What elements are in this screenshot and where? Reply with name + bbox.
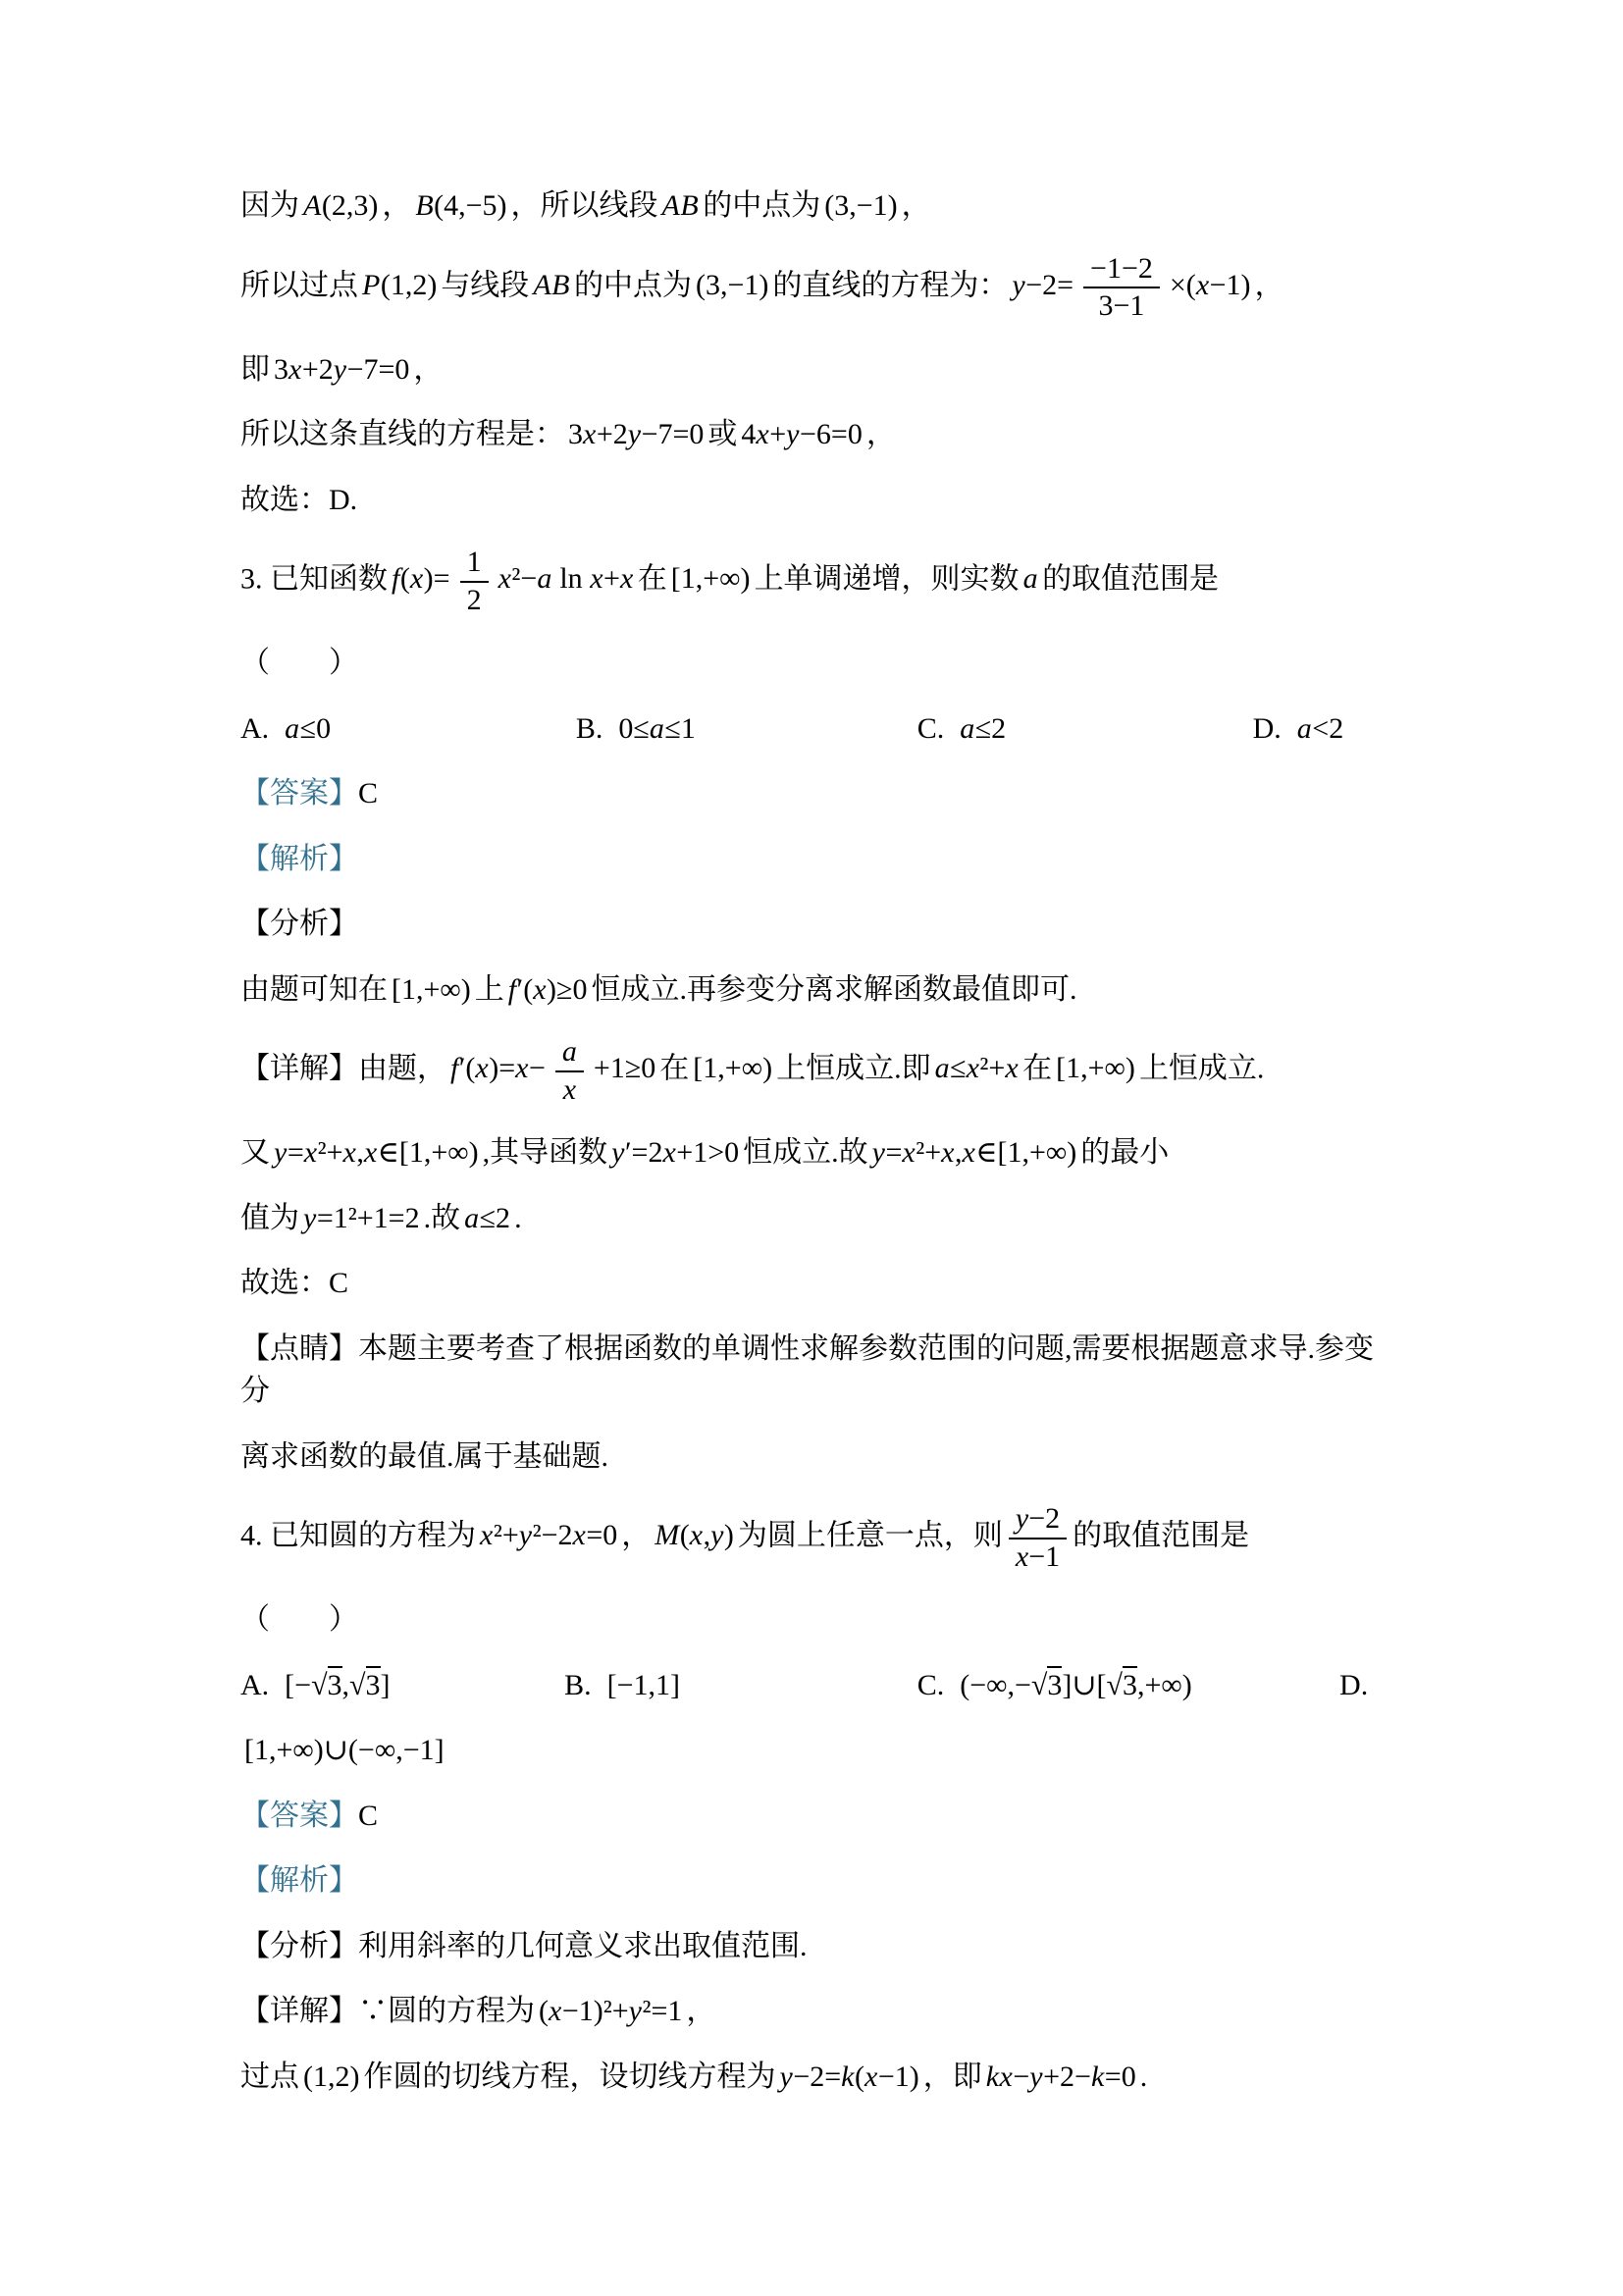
text-run: 上单调递增，则实数 <box>754 562 1020 596</box>
option-d <box>1339 1664 1397 1707</box>
option-math: (−∞,−√3]∪[√3,+∞) <box>960 1669 1192 1701</box>
option-math: a≤2 <box>960 711 1007 745</box>
text-run: 因为 <box>240 189 299 222</box>
option-d <box>1253 707 1397 751</box>
question3-xiangjie-3 <box>240 1197 1397 1240</box>
text-run: 的中点为 <box>703 189 821 222</box>
math-run: (x−1)²+y²=1 <box>539 1995 683 2027</box>
question3-answer <box>240 772 1397 815</box>
text-run: 3. 已知函数 <box>240 562 388 596</box>
text-run: 故选：C <box>240 1267 349 1299</box>
text-run: ， <box>621 1519 652 1552</box>
math-run: 4x+y−6=0 <box>741 418 863 450</box>
option-b <box>564 1664 917 1707</box>
option-label: A. <box>240 711 270 745</box>
math-run: AB <box>661 189 700 222</box>
text-run: 由题可知在 <box>240 972 388 1006</box>
text-run: 所以这条直线的方程是： <box>240 418 564 450</box>
option-math: [−√3,√3] <box>285 1669 390 1701</box>
math-run: (1,2) <box>303 2060 360 2093</box>
math-run: [1,+∞) <box>392 972 471 1006</box>
math-run: x²+y²−2x=0 <box>480 1519 618 1552</box>
math-run: M(x,y) <box>654 1519 734 1552</box>
solution2-choice <box>240 479 1397 522</box>
text-run: 【分析】 <box>240 908 358 940</box>
math-run: a≤x²+x <box>934 1052 1020 1085</box>
question4-answer <box>240 1795 1397 1838</box>
answer-label: 【解析】 <box>240 1864 358 1897</box>
math-run: B(4,−5) <box>415 189 507 222</box>
text-run: 在 <box>637 562 667 596</box>
math-run: [1,+∞) <box>693 1052 773 1085</box>
option-c <box>917 1664 1339 1707</box>
text-run: 的取值范围是 <box>1073 1519 1250 1552</box>
math-run: [1,+∞)∪(−∞,−1] <box>244 1734 445 1766</box>
solution2-line-conclusion <box>240 413 1397 456</box>
text-run: 过点 <box>240 2060 299 2093</box>
text-run: 在 <box>659 1052 690 1085</box>
text-run: ， <box>382 189 412 222</box>
math-run: P(1,2) <box>362 268 438 301</box>
math-run: AB <box>533 268 570 301</box>
question4-paren <box>240 1598 1397 1642</box>
text-run: ， <box>1254 268 1284 301</box>
question3-options <box>240 707 1397 751</box>
solution2-line-equation <box>240 250 1397 326</box>
fraction: $\frac{y-2}{x-1}$ <box>1009 1502 1067 1574</box>
document-lines <box>240 184 1397 2098</box>
math-run: (3,−1) <box>695 268 769 301</box>
question3-fenxi-text <box>240 968 1397 1012</box>
math-run: y=1²+1=2 <box>303 1201 420 1234</box>
solution2-line-midpoint <box>240 184 1397 228</box>
text-run: ，即 <box>922 2060 982 2093</box>
question3-jiexi <box>240 838 1397 881</box>
math-run: f(x)= <box>392 562 450 596</box>
math-run: [1,+∞) <box>670 562 751 596</box>
option-a <box>240 707 576 751</box>
text-run: ， <box>686 1995 716 2027</box>
fraction: $\frac{-1-2}{3-1}$ <box>1083 252 1160 324</box>
question3-dianjing-2 <box>240 1435 1397 1479</box>
option-label: D. <box>1339 1668 1369 1701</box>
math-run: +1≥0 <box>593 1052 656 1085</box>
question3-dianjing-1 <box>240 1328 1397 1413</box>
text-run: 的中点为 <box>573 268 692 301</box>
question3-fenxi-label <box>240 903 1397 946</box>
solution2-line-simplified <box>240 348 1397 391</box>
option-label: A. <box>240 1668 270 1701</box>
text-run: （ ） <box>240 1603 358 1636</box>
question4-options <box>240 1664 1397 1707</box>
text-run: 的取值范围是 <box>1042 562 1220 596</box>
text-run: 值为 <box>240 1201 299 1234</box>
math-run: y−2=k(x−1) <box>779 2060 919 2093</box>
text-run: 与线段 <box>441 268 530 301</box>
option-a <box>240 1664 564 1707</box>
math-run: (3,−1) <box>824 189 898 222</box>
text-run: . <box>514 1201 522 1234</box>
text-run: 为圆上任意一点，则 <box>737 1519 1003 1552</box>
text-run: 【分析】利用斜率的几何意义求出取值范围. <box>240 1929 808 1962</box>
question4-stem <box>240 1500 1397 1576</box>
text-run: ， <box>901 189 931 222</box>
text-run: 故选：D. <box>240 483 358 516</box>
text-run: 【点睛】本题主要考查了根据函数的单调性求解参数范围的问题,需要根据题意求导.参变分 <box>240 1331 1374 1407</box>
question3-xiangjie-1 <box>240 1033 1397 1109</box>
text-run: （ ） <box>240 647 358 679</box>
option-label: C. <box>916 1668 945 1701</box>
math-run: f′(x)=x− <box>450 1052 546 1085</box>
question3-paren <box>240 642 1397 685</box>
option-math: a≤0 <box>285 711 332 745</box>
answer-label: 【解析】 <box>240 842 358 875</box>
question3-choice <box>240 1262 1397 1305</box>
math-run: kx−y+2−k=0 <box>985 2060 1136 2093</box>
text-run: 上恒成立. <box>1138 1052 1265 1085</box>
option-b <box>576 707 917 751</box>
math-run: A(2,3) <box>303 189 379 222</box>
question4-fenxi <box>240 1925 1397 1968</box>
math-run: a <box>1022 562 1039 596</box>
text-run: 离求函数的最值.属于基础题. <box>240 1439 608 1473</box>
text-run: 作圆的切线方程，设切线方程为 <box>363 2060 776 2093</box>
math-run: x²−a ln x+x <box>497 562 634 596</box>
math-run: 3x+2y−7=0 <box>274 352 410 386</box>
fraction: $\frac{1}{2}$ <box>460 546 489 617</box>
math-run: a≤2 <box>464 1201 511 1234</box>
option-math: 0≤a≤1 <box>618 711 696 745</box>
math-run: [1,+∞) <box>1056 1052 1135 1085</box>
question3-stem <box>240 544 1397 619</box>
math-run: y=x²+x,x∈[1,+∞) <box>274 1136 479 1169</box>
text-run: 的直线的方程为： <box>772 268 1009 301</box>
text-run: ，所以线段 <box>510 189 658 222</box>
text-run: 恒成立.故 <box>743 1136 868 1169</box>
option-label: B. <box>564 1668 592 1701</box>
option-c <box>917 707 1253 751</box>
math-run: y−2= <box>1012 268 1074 301</box>
answer-label: 【答案】 <box>240 1799 358 1832</box>
fraction: $\frac{a}{x}$ <box>555 1035 584 1107</box>
math-run: ×(x−1) <box>1169 268 1251 301</box>
question4-option-d-continued <box>240 1729 1397 1772</box>
option-label: D. <box>1252 711 1282 745</box>
text-run: 4. 已知圆的方程为 <box>240 1519 476 1552</box>
text-run: 【详解】∵圆的方程为 <box>240 1995 535 2027</box>
math-run: 3x+2y−7=0 <box>568 418 705 450</box>
math-run: y′=2x+1>0 <box>611 1136 740 1169</box>
option-math: a<2 <box>1296 711 1344 745</box>
question4-jiexi <box>240 1859 1397 1903</box>
option-label: C. <box>916 711 945 745</box>
text-run: ， <box>413 352 444 386</box>
question4-xiangjie-1 <box>240 1990 1397 2033</box>
math-run: f′(x)≥0 <box>507 972 588 1006</box>
text-run: ， <box>865 418 896 450</box>
text-run: 上 <box>474 972 504 1006</box>
math-run: y=x²+x,x∈[1,+∞) <box>871 1136 1077 1169</box>
text-run: 上恒成立.即 <box>776 1052 931 1085</box>
text-run: 【详解】由题， <box>240 1052 446 1085</box>
question3-xiangjie-2 <box>240 1131 1397 1174</box>
option-math: [−1,1] <box>606 1668 681 1701</box>
text-run: 所以过点 <box>240 268 358 301</box>
text-run: 恒成立.再参变分离求解函数最值即可. <box>591 972 1077 1006</box>
text-run: C <box>358 1799 379 1832</box>
text-run: 又 <box>240 1136 270 1169</box>
text-run: .故 <box>423 1201 461 1234</box>
text-run: 或 <box>707 418 738 450</box>
text-run: 的最小 <box>1080 1136 1170 1169</box>
question4-xiangjie-2 <box>240 2056 1397 2099</box>
text-run: . <box>1139 2060 1148 2093</box>
option-label: B. <box>575 711 603 745</box>
text-run: ,其导函数 <box>482 1136 608 1169</box>
text-run: 即 <box>240 352 270 386</box>
answer-label: 【答案】 <box>240 777 358 809</box>
text-run: 在 <box>1022 1052 1053 1085</box>
text-run: C <box>358 777 379 809</box>
